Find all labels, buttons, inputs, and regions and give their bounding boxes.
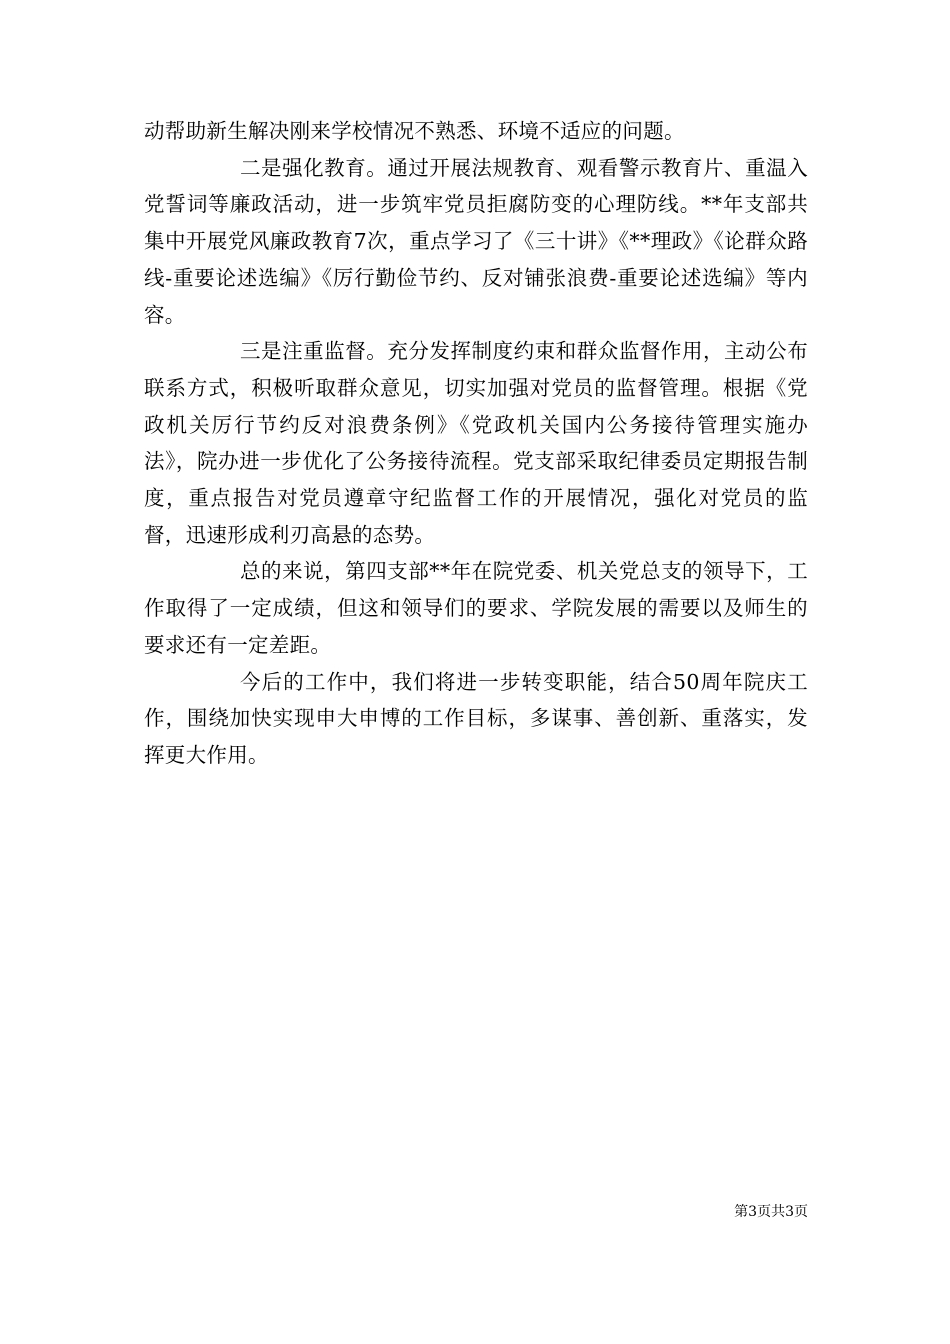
document-body [144, 113, 808, 774]
paragraph-education: 二是强化教育。通过开展法规教育、观看警示教育片、重温入党誓词等廉政活动，进一步筑牢党员拒腐防变的心理防线。**年支部共集中开展党风廉政教育7次，重点学习了《三十讲》《**理政》《论群众路线-重要论述选编》《厉行勤俭节约、反对铺张浪费-重要论述选编》等内容。 [144, 155, 808, 327]
page-number-footer: 第3页共3页 [734, 1204, 808, 1220]
paragraph-continuation: 动帮助新生解决刚来学校情况不熟悉、环境不适应的问题。 [144, 119, 685, 143]
paragraph-summary: 总的来说，第四支部**年在院党委、机关党总支的领导下，工作取得了一定成绩，但这和领导们的要求、学院发展的需要以及师生的要求还有一定差距。 [144, 559, 808, 657]
paragraph-supervision: 三是注重监督。充分发挥制度约束和群众监督作用，主动公布联系方式，积极听取群众意见，切实加强对党员的监督管理。根据《党政机关厉行节约反对浪费条例》《党政机关国内公务接待管理实施办法》，院办进一步优化了公务接待流程。党支部采取纪律委员定期报告制度，重点报告对党员遵章守纪监督工作的开展情况，强化对党员的监督，迅速形成利刃高悬的态势。 [144, 339, 808, 547]
paragraph-future-work: 今后的工作中，我们将进一步转变职能，结合50周年院庆工作，围绕加快实现申大申博的工作目标，多谋事、善创新、重落实，发挥更大作用。 [144, 669, 808, 767]
